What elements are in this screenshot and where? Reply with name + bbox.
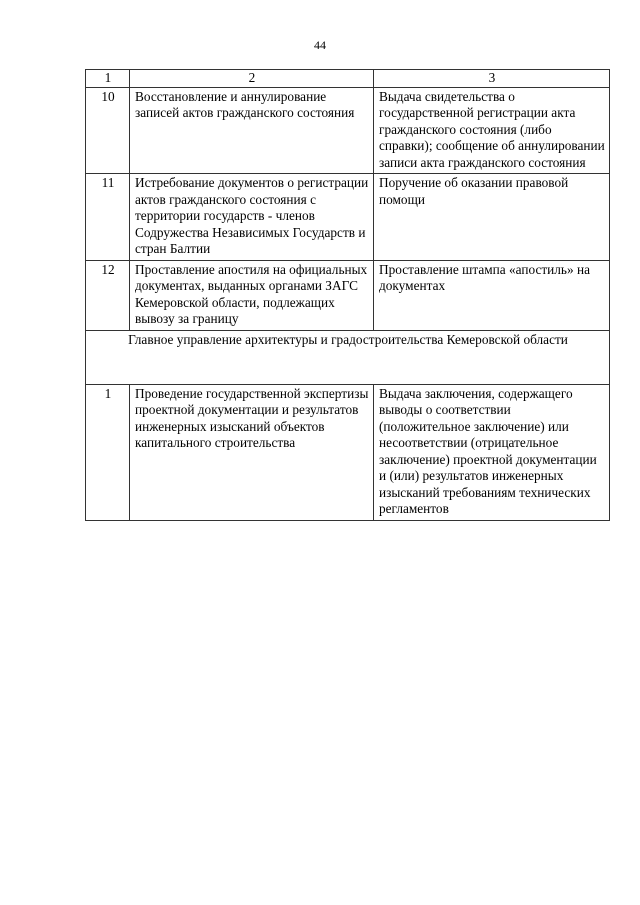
- service-result: Поручение об оказании правовой помощи: [374, 174, 610, 261]
- service-result: Выдача заключения, содержащего выводы о соответствии (положительное заключение) или несоответствии (отрицательное заключение) проектной документации и (или) результатов инженерных изысканий требованиям технических регламентов: [374, 384, 610, 520]
- services-table: [85, 69, 610, 521]
- service-name: Проставление апостиля на официальных документах, выданных органами ЗАГС Кемеровской области, подлежащих вывозу за границу: [130, 260, 374, 330]
- service-name: Истребование документов о регистрации актов гражданского состояния с территории государств - членов Содружества Независимых Государств и стран Балтии: [130, 174, 374, 261]
- column-header-1: 1: [86, 70, 130, 88]
- table-row: [86, 174, 610, 261]
- page-number: 44: [314, 38, 326, 52]
- service-name: Проведение государственной экспертизы проектной документации и результатов инженерных изысканий объектов капитального строительства: [130, 384, 374, 520]
- table-header-row: [86, 70, 610, 88]
- row-number: 1: [86, 384, 130, 520]
- table-row: [86, 260, 610, 330]
- section-title: Главное управление архитектуры и градостроительства Кемеровской области: [86, 330, 610, 384]
- row-number: 11: [86, 174, 130, 261]
- service-result: Выдача свидетельства о государственной регистрации акта гражданского состояния (либо справки); сообщение об аннулировании записи акта гражданского состояния: [374, 87, 610, 174]
- table-row: [86, 384, 610, 520]
- column-header-3: 3: [374, 70, 610, 88]
- column-header-2: 2: [130, 70, 374, 88]
- service-name: Восстановление и аннулирование записей актов гражданского состояния: [130, 87, 374, 174]
- service-result: Проставление штампа «апостиль» на документах: [374, 260, 610, 330]
- row-number: 12: [86, 260, 130, 330]
- section-row: [86, 330, 610, 384]
- row-number: 10: [86, 87, 130, 174]
- table-row: [86, 87, 610, 174]
